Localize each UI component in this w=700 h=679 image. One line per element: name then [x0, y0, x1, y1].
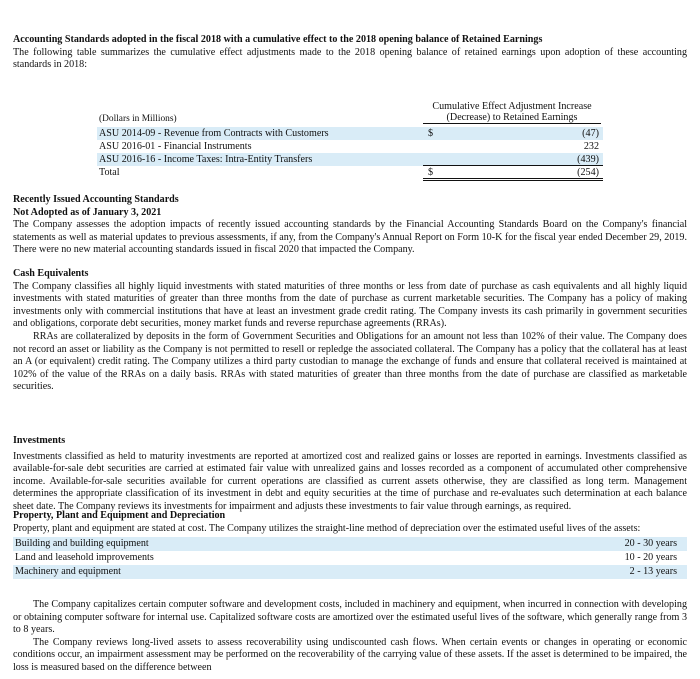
investments-section	[13, 435, 687, 514]
table-row	[97, 153, 603, 166]
dollar-sign: $	[428, 128, 434, 139]
ppe-section	[13, 510, 687, 535]
table-row-total	[97, 166, 603, 179]
row-label: Machinery and equipment	[15, 566, 121, 577]
table-row	[13, 565, 687, 579]
column-header-line1: Cumulative Effect Adjustment Increase	[432, 101, 592, 112]
investments-body: Investments classified as held to maturity investments are reported at amortized cost and realized gains or losses are reported in earnings. Investments classified as available-for-sale debt securities are carried at estimated fair value with unrealized gains and losses recorded as a component of accumulated other comprehensive income. Available-for-sale securities available for current operations are classified as current assets otherwise, they are classified as long term. Management determines the appropriate classification of its investment in debt and equity securities at the time of purchase and re-evaluates such determination at each balance sheet date. The Company reviews its investments for impairment and adjusts these investments to fair value through earnings, as required.	[13, 450, 687, 512]
investments-title: Investments	[13, 435, 66, 446]
dollar-sign: $	[428, 167, 434, 178]
row-label: Land and leasehold improvements	[15, 552, 154, 563]
row-value: 232	[583, 141, 599, 152]
table-row	[13, 537, 687, 551]
table-row	[97, 140, 603, 153]
standards-title: Accounting Standards adopted in the fiscal 2018 with a cumulative effect to the 2018 opening balance of Retained Earnings	[13, 34, 543, 45]
row-label: ASU 2016-16 - Income Taxes: Intra-Entity Transfers	[99, 154, 313, 165]
ppe-paragraph-2: The Company reviews long-lived assets to assess recoverability using undiscounted cash flows. When certain events or changes in operating or economic conditions occur, an impairment assessment may be performed on the recoverability of the carrying value of these assets. If the asset is determined to be impaired, the loss is measured based on the difference between	[13, 636, 687, 673]
standards-intro: The following table summarizes the cumulative effect adjustments made to the 2018 opening balance of retained earnings upon adoption of these accounting standards in 2018:	[13, 46, 687, 71]
row-label: ASU 2016-01 - Financial Instruments	[99, 141, 252, 152]
standards-section	[13, 34, 687, 72]
useful-lives-table	[13, 537, 687, 579]
row-value: (439)	[577, 154, 599, 165]
cash-paragraph-2: RRAs are collateralized by deposits in the form of Government Securities and Obligations for an amount not less than 102% of their value. The Company does not record an asset or liability as the Company is not permitted to resell or repledge the associated collateral. The Company has a policy that the collateral has at least an A (or equivalent) credit rating. The Company utilizes a third party custodian to manage the exchange of funds and ensure that collateral received is maintained at 102% of the value of the RRAs on a daily basis. RRAs with stated maturities of greater than three months from the date of purchase are classified as marketable securities.	[13, 330, 687, 393]
row-label: Total	[99, 167, 120, 178]
column-header	[423, 101, 601, 124]
recent-body: The Company assesses the adoption impacts of recently issued accounting standards by the Financial Accounting Standards Board on the Company's financial statements as well as material updates to previous assessments, if any, from the Company's Annual Report on Form 10-K for the fiscal year ended December 29, 2019. There were no new material accounting standards issued in fiscal 2020 that impacted the Company.	[13, 219, 687, 256]
row-value: (254)	[577, 167, 599, 178]
row-value: 10 - 20 years	[624, 552, 677, 563]
units-label: (Dollars in Millions)	[99, 114, 177, 124]
ppe-title: Property, Plant and Equipment and Depreciation	[13, 510, 226, 521]
cash-title: Cash Equivalents	[13, 268, 89, 279]
row-value: (47)	[582, 128, 599, 139]
ppe-continued	[13, 599, 687, 675]
ppe-paragraph-1: The Company capitalizes certain computer software and development costs, included in machinery and equipment, when incurred in connection with developing or obtaining computer software for internal use. Capitalized software costs are amortized over the estimated useful lives of the software, which generally range from 3 to 8 years.	[13, 599, 687, 636]
recent-title: Recently Issued Accounting Standards	[13, 194, 179, 205]
column-header-line2: (Decrease) to Retained Earnings	[423, 112, 601, 124]
table-row	[97, 127, 603, 140]
row-label: ASU 2014-09 - Revenue from Contracts with Customers	[99, 128, 329, 139]
cash-paragraph-1: The Company classifies all highly liquid investments with stated maturities of three months or less from date of purchase as cash equivalents and all highly liquid investments with stated maturities of greater than three months from the date of purchase as current marketable securities. The Company has a policy of making investments only with commercial institutions that have at least an investment grade credit rating. The Company invests its cash primarily in government securities and obligations, corporate debt securities, money market funds and reverse repurchase agreements (RRAs).	[13, 280, 687, 330]
ppe-intro: Property, plant and equipment are stated at cost. The Company utilizes the straight-line method of depreciation over the estimated useful lives of the assets:	[13, 522, 641, 534]
table-row	[13, 551, 687, 565]
row-label: Building and building equipment	[15, 538, 149, 549]
row-value: 20 - 30 years	[624, 538, 677, 549]
cash-section	[13, 268, 687, 394]
recent-section	[13, 194, 687, 257]
row-value: 2 - 13 years	[629, 566, 677, 577]
recent-subtitle: Not Adopted as of January 3, 2021	[13, 206, 162, 218]
adjustments-table	[97, 101, 603, 179]
